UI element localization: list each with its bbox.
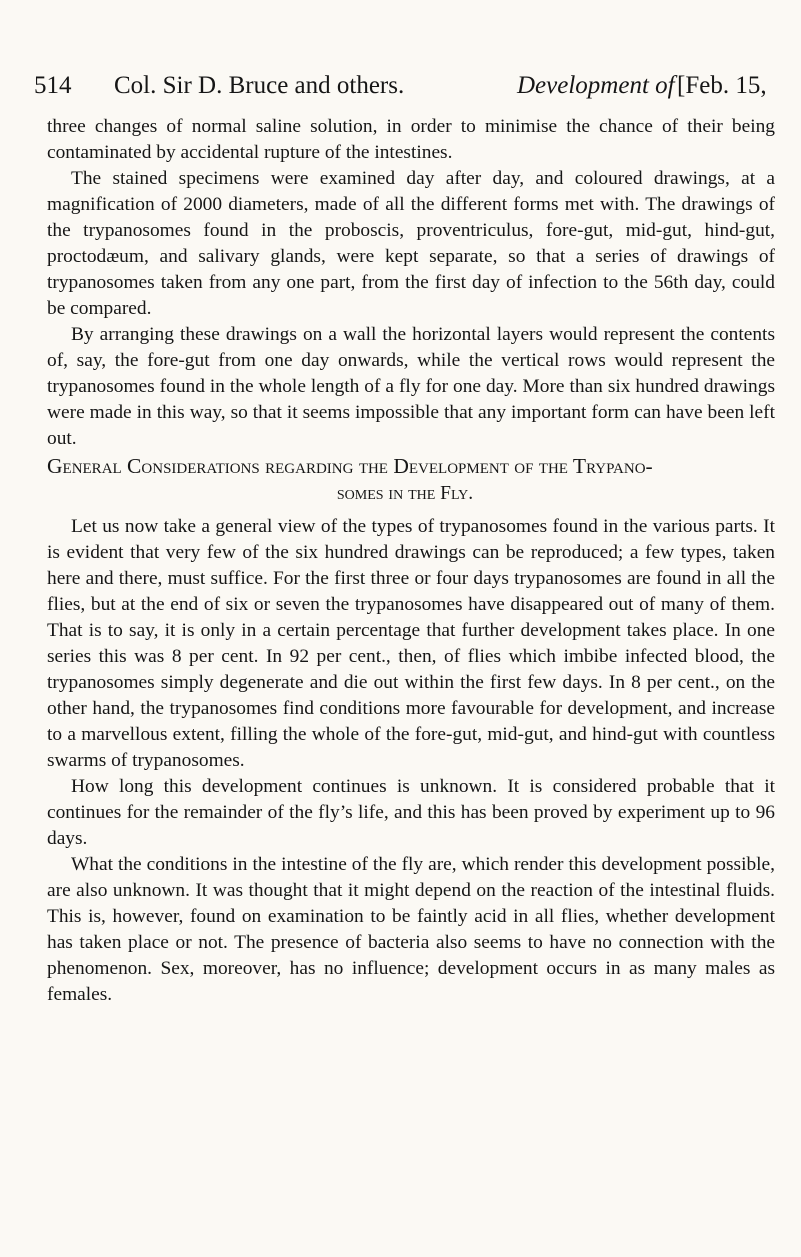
section-heading-line-1: General Considerations regarding the Development of the Trypano- (47, 454, 653, 478)
page-number: 514 (34, 72, 72, 99)
paragraph-how-long: How long this development continues is unknown. It is considered probable that it continues for the remainder of the fly’s life, and this has been proved by experiment up to 96 days. (47, 776, 775, 849)
paragraph-arranging-drawings: By arranging these drawings on a wall the horizontal layers would represent the contents of, say, the fore-gut from one day onwards, while the vertical rows would represent the trypanosomes found in the whole length of a fly for one day. More than six hundred drawings were made in this way, so that it seems impossible that any important form can have been left out. (47, 324, 775, 449)
paragraph-general-view: Let us now take a general view of the types of trypanosomes found in the various parts. It is evident that very few of the six hundred drawings can be reproduced; a few types, taken here and there, must suffice. For the first three or four days trypanosomes are found in all the flies, but at the end of six or seven the trypanosomes have disappeared out of many of them. That is to say, it is only in a certain percentage that further development takes place. In one series this was 8 per cent. In 92 per cent., then, of flies which imbibe infected blood, the trypanosomes simply degenerate and die out within the first few days. In 8 per cent., on the other hand, the trypanosomes find conditions more favourable for development, and increase to a marvellous extent, filling the whole of the fore-gut, mid-gut, and hind-gut with countless swarms of trypanosomes. (47, 516, 775, 771)
paragraph-continued: three changes of normal saline solution, in order to minimise the chance of their being contaminated by accidental rupture of the intestines. (47, 116, 775, 163)
section-heading-line-2: somes in the Fly. (336, 483, 474, 504)
section-heading (47, 452, 775, 508)
paragraph-conditions: What the conditions in the intestine of the fly are, which render this development possible, are also unknown. It was thought that it might depend on the reaction of the intestinal fluids. This is, however, found on examination to be faintly acid in all flies, whether development has taken place or not. The presence of bacteria also seems to have no connection with the phenomenon. Sex, moreover, has no influence; development occurs in as many males as females. (47, 854, 775, 1005)
running-head-authors: Col. Sir D. Bruce and others. (114, 72, 405, 99)
running-head-date: [Feb. 15, (677, 72, 767, 99)
paragraph-stained-specimens: The stained specimens were examined day after day, and coloured drawings, at a magnification of 2000 diameters, made of all the different forms met with. The drawings of the trypanosomes found in the proboscis, proventriculus, fore-gut, mid-gut, hind-gut, proctodæum, and salivary glands, were kept separate, so that a series of drawings of trypanosomes taken from any one part, from the first day of infection to the 56th day, could be compared. (47, 168, 775, 319)
running-head-title: Development of (517, 72, 675, 99)
article-body (47, 114, 775, 1008)
running-head (34, 68, 786, 104)
